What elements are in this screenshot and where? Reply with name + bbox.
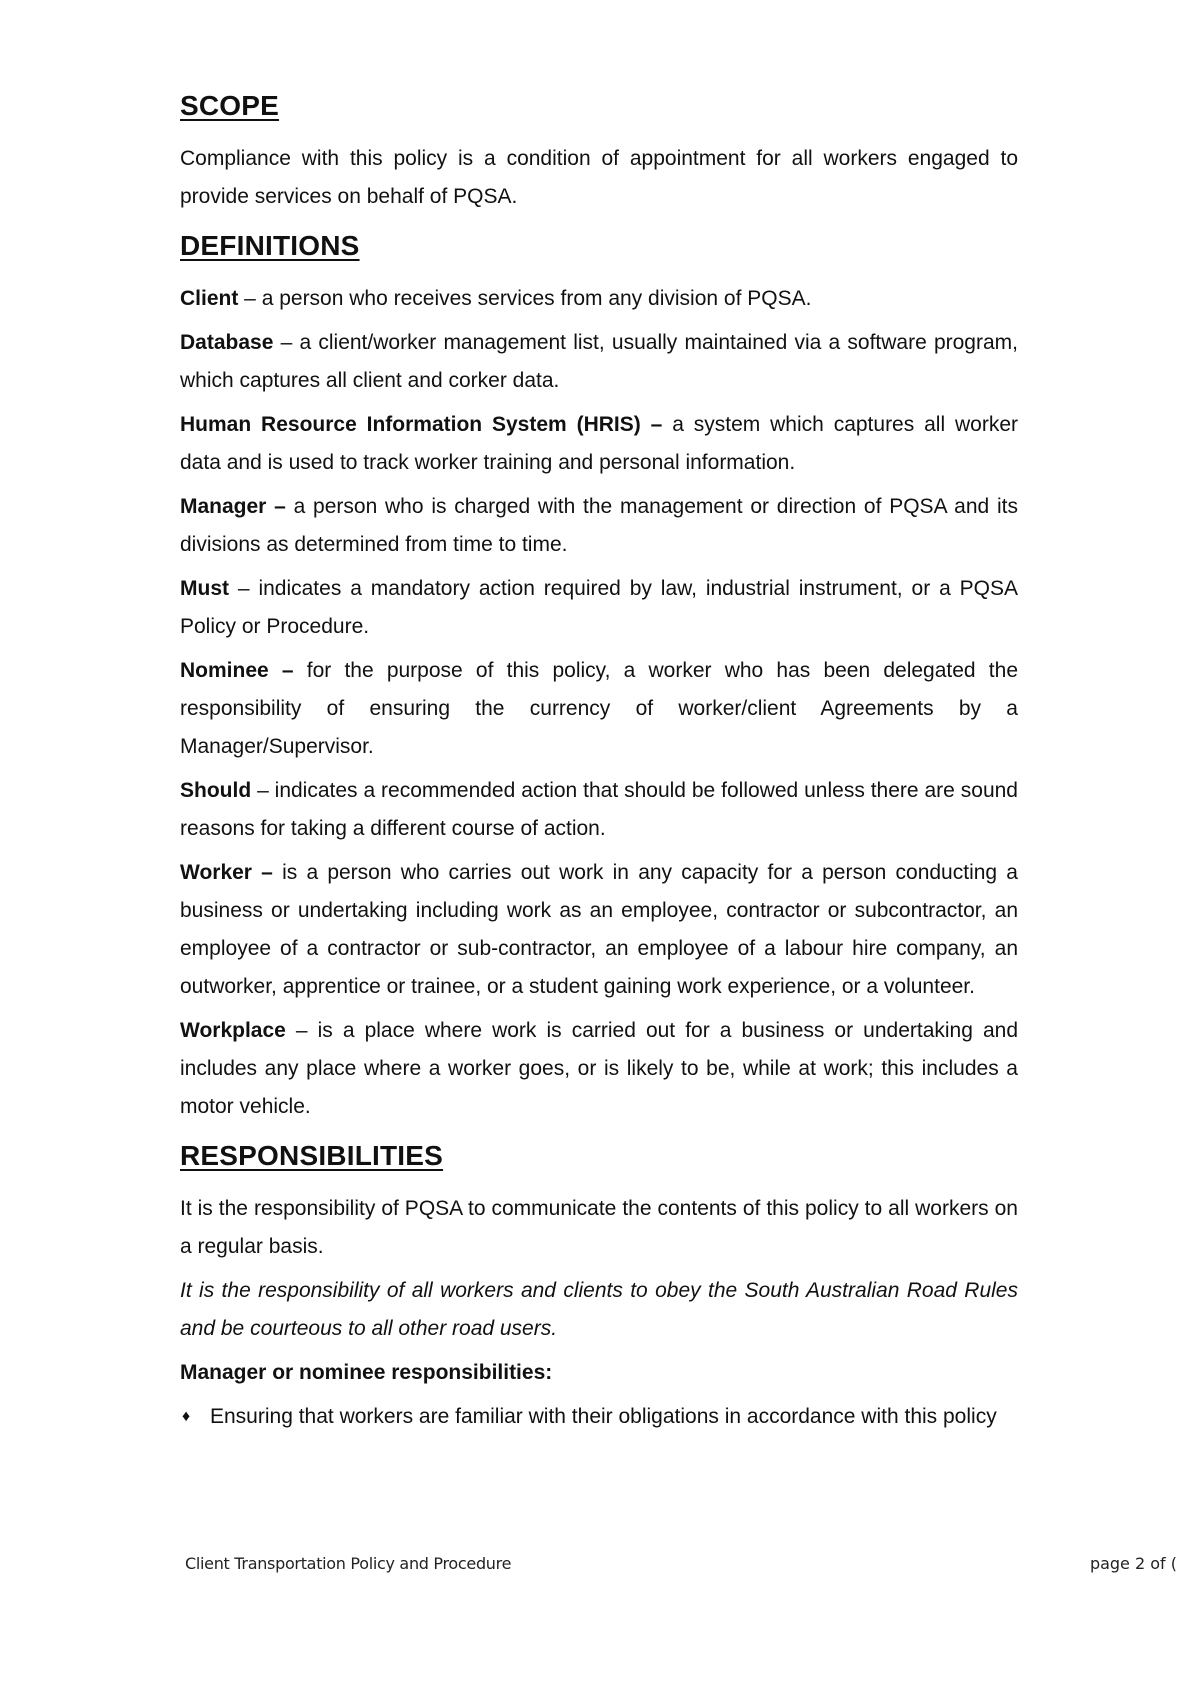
definition-text: – is a place where work is carried out for a business or undertaking and includes any place where a worker goes, or is likely to be, while at work; this includes a motor vehicle.	[180, 1019, 1018, 1118]
definition-hris	[180, 406, 1018, 482]
definition-worker	[180, 854, 1018, 1006]
definition-term: Manager –	[180, 495, 286, 518]
definition-term: Workplace	[180, 1019, 286, 1042]
definition-manager	[180, 488, 1018, 564]
manager-responsibilities-subheading: Manager or nominee responsibilities:	[180, 1361, 553, 1384]
definition-must	[180, 570, 1018, 646]
definition-client	[180, 280, 1018, 318]
list-item	[180, 1398, 1018, 1436]
list-item-text: Ensuring that workers are familiar with their obligations in accordance with this policy	[210, 1405, 997, 1428]
definition-term: Should	[180, 779, 252, 802]
diamond-bullet-icon: ♦	[182, 1408, 191, 1425]
scope-heading: SCOPE	[180, 90, 280, 121]
footer-document-title: Client Transportation Policy and Procedure	[185, 1554, 512, 1573]
definition-text: – indicates a recommended action that should be followed unless there are sound reasons for taking a different course of action.	[180, 779, 1018, 840]
definition-text: is a person who carries out work in any capacity for a person conducting a business or undertaking including work as an employee, contractor or subcontractor, an employee of a contractor or sub-contractor, an employee of a labour hire company, an outworker, apprentice or trainee, or a student gaining work experience, or a volunteer.	[180, 861, 1018, 998]
scope-section	[180, 84, 1018, 216]
footer-page-number: page 2 of (	[1089, 1554, 1177, 1573]
responsibilities-heading: RESPONSIBILITIES	[180, 1140, 444, 1171]
definition-term: Nominee –	[180, 659, 294, 682]
definition-database	[180, 324, 1018, 400]
definition-text: – a person who receives services from any division of PQSA.	[238, 287, 812, 310]
definition-workplace	[180, 1012, 1018, 1126]
definition-term: Must	[180, 577, 229, 600]
definition-text: – indicates a mandatory action required by law, industrial instrument, or a PQSA Policy or Procedure.	[180, 577, 1018, 638]
definition-term: Database	[180, 331, 274, 354]
definitions-heading: DEFINITIONS	[180, 230, 360, 261]
responsibilities-para-2: It is the responsibility of all workers and clients to obey the South Australian Road Rules and be courteous to all other road users.	[180, 1279, 1018, 1340]
definition-should	[180, 772, 1018, 848]
responsibilities-para-1: It is the responsibility of PQSA to communicate the contents of this policy to all workers on a regular basis.	[180, 1197, 1018, 1258]
definition-text: a system which captures all worker data and is used to track worker training and personal information.	[180, 413, 1019, 474]
definition-term: Worker –	[180, 861, 273, 884]
definition-nominee	[180, 652, 1018, 766]
definition-text: for the purpose of this policy, a worker who has been delegated the responsibility of ensuring the currency of worker/client Agreements by a Manager/Supervisor.	[180, 659, 1018, 758]
definition-term: Human Resource Information System (HRIS) –	[180, 413, 663, 436]
definitions-section	[180, 224, 1018, 1126]
definition-term: Client	[180, 287, 239, 310]
scope-text: Compliance with this policy is a condition of appointment for all workers engaged to provide services on behalf of PQSA.	[180, 147, 1018, 208]
definition-text: a person who is charged with the management or direction of PQSA and its divisions as determined from time to time.	[180, 495, 1018, 556]
document-page	[180, 84, 1018, 1436]
definition-text: – a client/worker management list, usually maintained via a software program, which captures all client and corker data.	[180, 331, 1018, 392]
responsibilities-section	[180, 1134, 1018, 1436]
